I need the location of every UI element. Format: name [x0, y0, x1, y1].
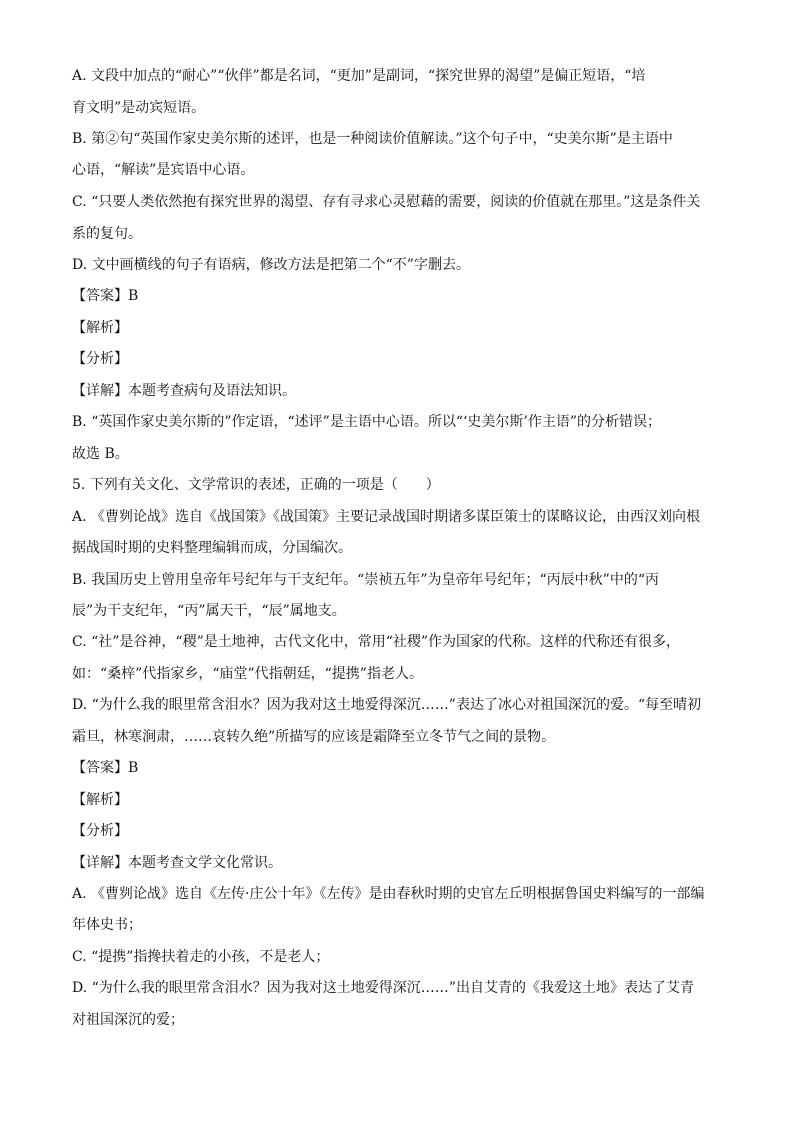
- q5-explain-d-line-1: D. “为什么我的眼里常含泪水？因为我对这土地爱得深沉……”出自艾青的《我爱这土地》表达了艾青: [72, 980, 694, 996]
- analysis-label: 【解析】: [72, 320, 128, 336]
- q5-option-c-line-2: 如：“桑梓”代指家乡，“庙堂”代指朝廷，“提携”指老人。: [72, 666, 423, 682]
- option-d-line: D. 文中画横线的句子有语病，修改方法是把第二个“不”字删去。: [72, 257, 470, 273]
- option-a-line-1: A. 文段中加点的“耐心”“伙伴”都是名词，“更加”是副词，“探究世界的渴望”是偏正短语，“培: [72, 68, 646, 84]
- option-c-line-1: C. “只要人类依然抱有探究世界的渴望、存有寻求心灵慰藉的需要，阅读的价值就在那里。”这是条件关: [72, 194, 701, 210]
- explanation-b-line-1: B. “英国作家史美尔斯的”作定语，“述评”是主语中心语。所以“‘史美尔斯’作主语”的分析错误；: [72, 414, 662, 430]
- q5-option-c-line-1: C. “社”是谷神，“稷”是土地神，古代文化中，常用“社稷”作为国家的代称。这样的代称还有很多，: [72, 634, 681, 650]
- q5-explain-a-line-2: 年体史书；: [72, 917, 142, 933]
- q5-explain-c-line: C. “提携”指搀扶着走的小孩，不是老人；: [72, 949, 330, 965]
- q5-explain-a-line-1: A. 《曹刿论战》选自《左传·庄公十年》《左传》是由春秋时期的史官左丘明根据鲁国史料编写的一部编: [72, 886, 705, 902]
- q5-option-d-line-1: D. “为什么我的眼里常含泪水？因为我对这土地爱得深沉……”表达了冰心对祖国深沉的爱。“每至晴初: [72, 697, 702, 713]
- q5-answer-label: 【答案】B: [72, 760, 139, 776]
- option-b-line-2: 心语，“解读”是宾语中心语。: [72, 162, 255, 178]
- q5-analysis-label: 【解析】: [72, 792, 128, 808]
- q5-explain-d-line-2: 对祖国深沉的爱；: [72, 1012, 184, 1028]
- answer-label: 【答案】B: [72, 288, 139, 304]
- analysis-sub-label: 【分析】: [72, 351, 128, 367]
- q5-option-b-line-1: B. 我国历史上曾用皇帝年号纪年与干支纪年。“崇祯五年”为皇帝年号纪年；“丙辰中秋”中的“丙: [72, 572, 659, 588]
- q5-option-a-line-1: A. 《曹刿论战》选自《战国策》《战国策》主要记录战国时期诸多谋臣策士的谋略议论，由西汉刘向根: [72, 509, 701, 525]
- q5-detail-line: 【详解】本题考查文学文化常识。: [72, 855, 282, 871]
- option-c-line-2: 系的复句。: [72, 226, 142, 242]
- q5-analysis-sub-label: 【分析】: [72, 823, 128, 839]
- option-a-line-2: 育文明”是动宾短语。: [72, 100, 206, 116]
- q5-option-d-line-2: 霜旦，林寒涧肃，……哀转久绝”所描写的应该是霜降至立冬节气之间的景物。: [72, 729, 556, 745]
- q5-option-b-line-2: 辰”为干支纪年，“丙”属天干，“辰”属地支。: [72, 603, 346, 619]
- detail-line: 【详解】本题考查病句及语法知识。: [72, 383, 296, 399]
- explanation-b-line-2: 故选 B。: [72, 446, 129, 462]
- option-b-line-1: B. 第②句“英国作家史美尔斯的述评，也是一种阅读价值解读。”这个句子中，“史美尔斯”是主语中: [72, 131, 673, 147]
- question-5-stem: 5. 下列有关文化、文学常识的表述，正确的一项是（ ）: [72, 477, 440, 493]
- q5-option-a-line-2: 据战国时期的史料整理编辑而成，分国编次。: [72, 540, 352, 556]
